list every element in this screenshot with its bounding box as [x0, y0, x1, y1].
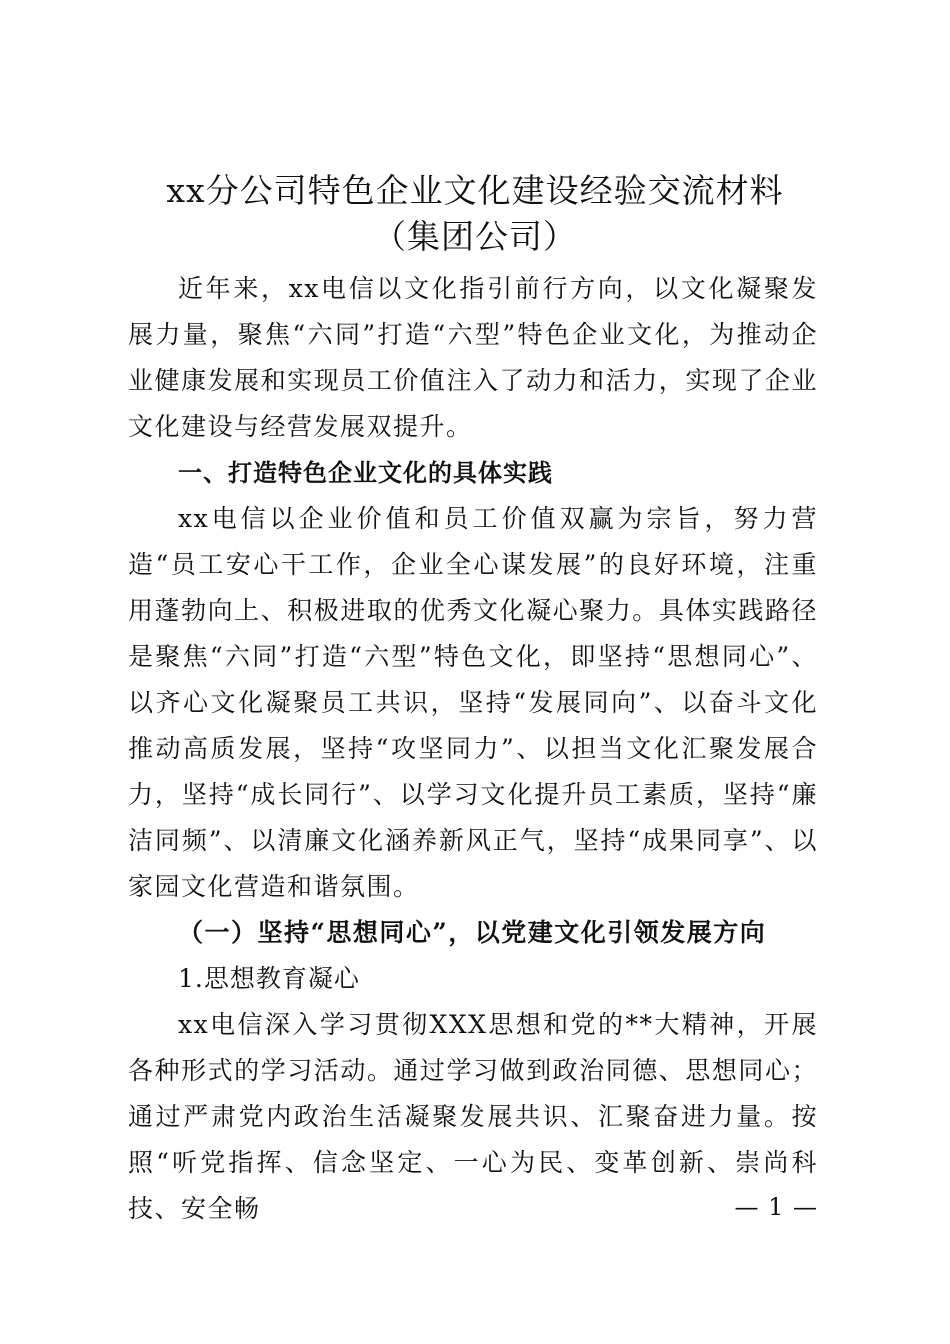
- section-1-paragraph: xx电信以企业价值和员工价值双赢为宗旨，努力营造“员工安心干工作，企业全心谋发展”的良好环境，注重用蓬勃向上、积极进取的优秀文化凝心聚力。具体实践路径是聚焦“六同”打造“六型”特色文化，即坚持“思想同心”、以齐心文化凝聚员工共识，坚持“发展同向”、以奋斗文化推动高质发展，坚持“攻坚同力”、以担当文化汇聚发展合力，坚持“成长同行”、以学习文化提升员工素质，坚持“廉洁同频”、以清廉文化涵养新风正气，坚持“成果同享”、以家园文化营造和谐氛围。: [128, 504, 818, 901]
- document-title: [100, 168, 850, 260]
- item-1-paragraph: xx电信深入学习贯彻XXX思想和党的**大精神，开展各种形式的学习活动。通过学习做到政治同德、思想同心；通过严肃党内政治生活凝聚发展共识、汇聚奋进力量。按照“听党指挥、信念坚定、一心为民、变革创新、崇尚科技、安全畅: [128, 1010, 818, 1223]
- title-line-subtitle: （集团公司）: [373, 217, 577, 256]
- subsection-heading-1: （一）坚持“思想同心”，以党建文化引领发展方向: [178, 918, 767, 947]
- document-body: [128, 266, 818, 1232]
- section-heading-1: 一、打造特色企业文化的具体实践: [178, 459, 553, 487]
- item-heading-1: 1.思想教育凝心: [178, 964, 360, 993]
- page-number: — 1 —: [734, 1193, 818, 1221]
- title-line-main: xx分公司特色企业文化建设经验交流材料: [166, 171, 784, 210]
- intro-paragraph: 近年来，xx电信以文化指引前行方向，以文化凝聚发展力量，聚焦“六同”打造“六型”特色企业文化，为推动企业健康发展和实现员工价值注入了动力和活力，实现了企业文化建设与经营发展双提升。: [128, 274, 818, 441]
